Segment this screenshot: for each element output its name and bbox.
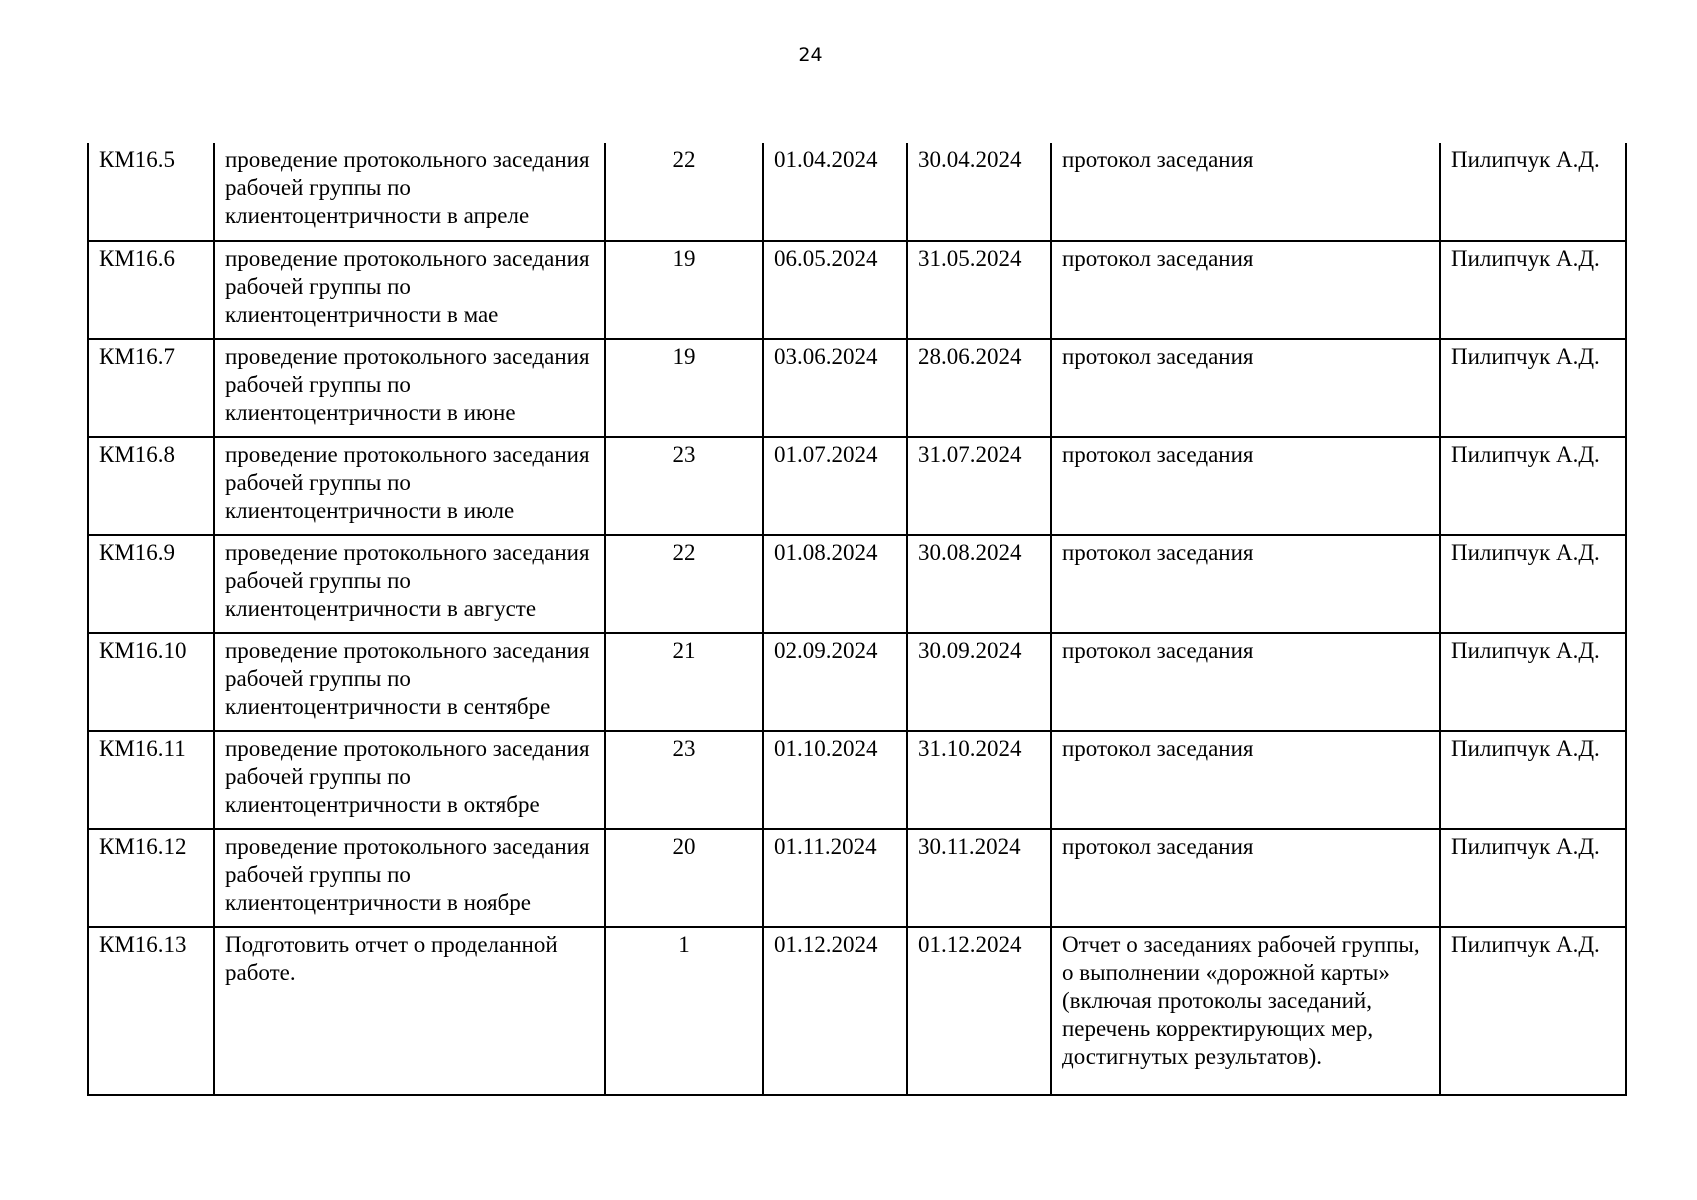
row-code: КМ16.13 [88, 927, 214, 1095]
table-row [88, 535, 1626, 633]
row-task: проведение протокольного заседания рабочей группы по клиентоцентричности в апреле [214, 143, 605, 241]
row-responsible: Пилипчук А.Д. [1440, 241, 1626, 339]
row-days: 19 [605, 241, 763, 339]
row-start-date: 01.08.2024 [763, 535, 907, 633]
row-task: проведение протокольного заседания рабочей группы по клиентоцентричности в июле [214, 437, 605, 535]
row-result: протокол заседания [1051, 535, 1440, 633]
row-result: протокол заседания [1051, 339, 1440, 437]
schedule-table [87, 143, 1627, 1096]
row-days: 22 [605, 535, 763, 633]
table-row [88, 241, 1626, 339]
row-code: КМ16.9 [88, 535, 214, 633]
row-days: 22 [605, 143, 763, 241]
row-code: КМ16.12 [88, 829, 214, 927]
row-end-date: 31.05.2024 [907, 241, 1051, 339]
table-row [88, 927, 1626, 1095]
row-code: КМ16.10 [88, 633, 214, 731]
row-responsible: Пилипчук А.Д. [1440, 927, 1626, 1095]
row-start-date: 01.12.2024 [763, 927, 907, 1095]
row-code: КМ16.7 [88, 339, 214, 437]
row-start-date: 01.11.2024 [763, 829, 907, 927]
row-days: 19 [605, 339, 763, 437]
table-row [88, 829, 1626, 927]
row-result: протокол заседания [1051, 143, 1440, 241]
row-days: 23 [605, 437, 763, 535]
row-result: протокол заседания [1051, 829, 1440, 927]
row-task: проведение протокольного заседания рабочей группы по клиентоцентричности в июне [214, 339, 605, 437]
row-code: КМ16.5 [88, 143, 214, 241]
row-task: проведение протокольного заседания рабочей группы по клиентоцентричности в августе [214, 535, 605, 633]
row-result: протокол заседания [1051, 241, 1440, 339]
row-result: протокол заседания [1051, 731, 1440, 829]
row-task: проведение протокольного заседания рабочей группы по клиентоцентричности в октябре [214, 731, 605, 829]
row-task: проведение протокольного заседания рабочей группы по клиентоцентричности в сентябре [214, 633, 605, 731]
row-responsible: Пилипчук А.Д. [1440, 143, 1626, 241]
table-row [88, 437, 1626, 535]
table-row [88, 731, 1626, 829]
row-end-date: 01.12.2024 [907, 927, 1051, 1095]
row-result: Отчет о заседаниях рабочей группы, о выполнении «дорожной карты» (включая протоколы заседаний, перечень корректирующих мер, достигнутых результатов). [1051, 927, 1440, 1095]
row-task: проведение протокольного заседания рабочей группы по клиентоцентричности в мае [214, 241, 605, 339]
row-end-date: 28.06.2024 [907, 339, 1051, 437]
row-end-date: 31.10.2024 [907, 731, 1051, 829]
row-days: 23 [605, 731, 763, 829]
table-row [88, 339, 1626, 437]
row-days: 1 [605, 927, 763, 1095]
row-end-date: 30.04.2024 [907, 143, 1051, 241]
row-task: проведение протокольного заседания рабочей группы по клиентоцентричности в ноябре [214, 829, 605, 927]
row-start-date: 03.06.2024 [763, 339, 907, 437]
row-days: 21 [605, 633, 763, 731]
row-responsible: Пилипчук А.Д. [1440, 339, 1626, 437]
row-responsible: Пилипчук А.Д. [1440, 829, 1626, 927]
row-responsible: Пилипчук А.Д. [1440, 535, 1626, 633]
table-row [88, 633, 1626, 731]
row-end-date: 31.07.2024 [907, 437, 1051, 535]
page-number: 24 [798, 44, 823, 66]
row-responsible: Пилипчук А.Д. [1440, 731, 1626, 829]
row-code: КМ16.6 [88, 241, 214, 339]
row-result: протокол заседания [1051, 633, 1440, 731]
row-responsible: Пилипчук А.Д. [1440, 437, 1626, 535]
row-start-date: 02.09.2024 [763, 633, 907, 731]
row-code: КМ16.11 [88, 731, 214, 829]
row-start-date: 01.07.2024 [763, 437, 907, 535]
row-start-date: 06.05.2024 [763, 241, 907, 339]
row-end-date: 30.09.2024 [907, 633, 1051, 731]
row-start-date: 01.04.2024 [763, 143, 907, 241]
row-responsible: Пилипчук А.Д. [1440, 633, 1626, 731]
row-end-date: 30.08.2024 [907, 535, 1051, 633]
row-start-date: 01.10.2024 [763, 731, 907, 829]
row-result: протокол заседания [1051, 437, 1440, 535]
row-days: 20 [605, 829, 763, 927]
table-row [88, 143, 1626, 241]
row-code: КМ16.8 [88, 437, 214, 535]
row-end-date: 30.11.2024 [907, 829, 1051, 927]
row-task: Подготовить отчет о проделанной работе. [214, 927, 605, 1095]
